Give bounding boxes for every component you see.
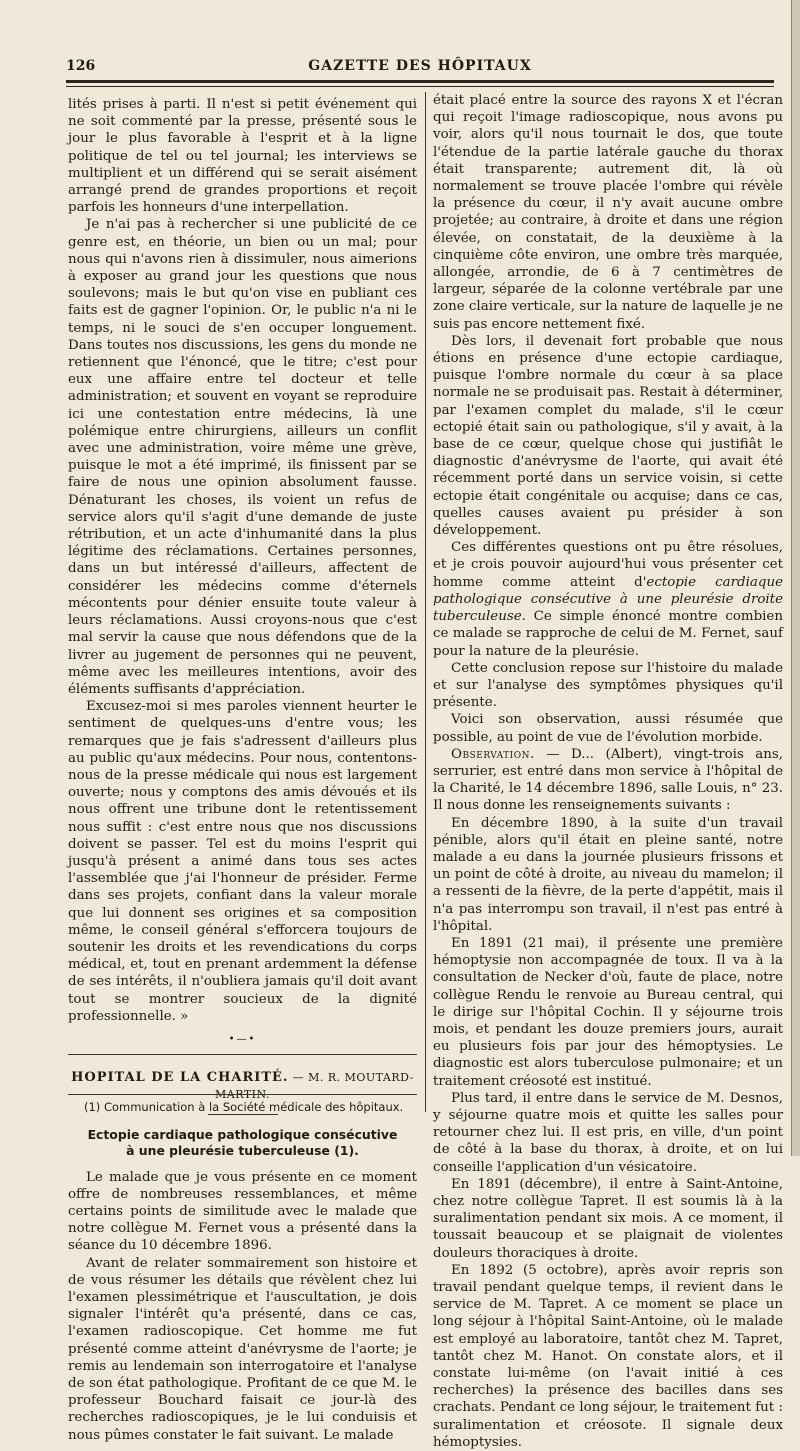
- paragraph: En 1892 (5 octobre), après avoir repris son travail pendant quelque temps, il revient dans le service de M. Tapret. A ce moment se place un long séjour à l'hôpital Saint-Antoine, où le malade est employé au laboratoire, tantôt chez M. Tapret, tantôt chez M. Hanot. On constate alors, et il constate lui-même (on l'avait initié à ces recherches) la présence des bacilles dans ses crachats. Pendant ce long séjour, le traitement fut : suralimentation et créosote. Il signale deux hémoptysies.: [433, 1262, 783, 1450]
- text-run: Ces différentes questions ont pu être résolues, et je crois pouvoir aujourd'hui vous présenter cet homme comme atteint d': [433, 540, 783, 590]
- paragraph: En décembre 1890, à la suite d'un travail pénible, alors qu'il était en pleine santé, notre malade a eu dans la journée plusieurs frissons et un point de côté à droite, au niveau du mamelon; il a ressenti de la fièvre, de la perte d'appétit, mais il n'a pas interrompu son travail, il n'est pas entré à l'hôpital.: [433, 815, 783, 934]
- paragraph: Dès lors, il devenait fort probable que nous étions en présence d'une ectopie cardiaque, puisque l'ombre normale du cœur à sa place normale ne se produisait pas. Restait à déterminer, par l'examen complet du malade, s'il le cœur ectopié était sain ou pathologique, s'il y avait, à la base de ce cœur, quelque chose qui justifiât le diagnostic d'anévrysme de l'aorte, qui avait été récemment porté dans un service voisin, si cette ectopie était congénitale ou acquise; dans ce cas, quelles causes avaient pu présider à son développement.: [433, 333, 783, 539]
- paragraph: En 1891 (21 mai), il présente une première hémoptysie non accompagnée de toux. Il va à la consultation de Necker d'où, faute de place, notre collègue Rendu le renvoie au Bureau central, qui le dirige sur l'hôpital Cochin. Il y séjourne trois mois, et pendant les douze premiers jours, aurait eu plusieurs fois par jour des hémoptysies. Le diagnostic est alors tuberculose pulmonaire; et un traitement créosoté est institué.: [433, 935, 783, 1089]
- paragraph: Cette conclusion repose sur l'histoire du malade et sur l'analyse des symptômes physiques qu'il présente.: [433, 660, 783, 711]
- paragraph: Plus tard, il entre dans le service de M. Desnos, y séjourne quatre mois et quitte les salles pour retourner chez lui. Il est pris, en ville, d'un point de côté à la base du thorax, à droite, et on lui conseille l'application d'un vésicatoire.: [433, 1090, 783, 1175]
- hospital-heading: [68, 1069, 417, 1103]
- article-title: [68, 1127, 417, 1159]
- footnote: (1) Communication à la Société médicale des hôpitaux.: [84, 1100, 404, 1114]
- article-title-line-1: Ectopie cardiaque pathologique consécutive: [87, 1126, 398, 1142]
- right-column: [433, 92, 783, 1451]
- paragraph: était placé entre la source des rayons X et l'écran qui reçoit l'image radioscopique, nous avons pu voir, alors qu'il nous tournait le dos, que toute l'étendue de la partie latérale gauche du thorax était transparente; autrement dit, là où normalement se trouve placée l'ombre qui révèle la présence du cœur, il n'y avait aucune ombre projetée; au contraire, à droite et dans une région élevée, on constatait, de la deuxième à la cinquième côte environ, une ombre très marquée, allongée, arrondie, de 6 à 7 centimètres de largeur, séparée de la colonne vertébrale par une zone claire verticale, sur la nature de laquelle je ne suis pas encore nettement fixé.: [433, 93, 783, 332]
- page-number: 126: [66, 58, 96, 74]
- article-title-line-2: à une pleurésie tuberculeuse (1).: [126, 1142, 359, 1158]
- paragraph: lités prises à parti. Il n'est si petit événement qui ne soit commenté par la presse, présenté sous le jour le plus favorable à l'esprit et à la ligne politique de tel ou tel journal; les interviews se multiplient et un différend qui se serait aisément arrangé prend de grandes proportions et reçoit parfois les honneurs d'une interpellation.: [68, 97, 417, 216]
- section-rule: [68, 1054, 417, 1055]
- paragraph: Excusez-moi si mes paroles viennent heurter le sentiment de quelques-uns d'entre vous; les remarques que je fais s'adressent d'ailleurs plus au public qu'aux médecins. Pour nous, contentons-nous de la presse médicale qui nous est largement ouverte; nous y comptons des amis dévoués et ils nous offrent une tribune dont le retentissement nous suffit : c'est entre nous que nos discussions doivent se passer. Tel est du moins l'esprit qui jusqu'à présent a animé dans tous ses actes l'assemblée que j'ai l'honneur de présider. Ferme dans ses projets, confiant dans la valeur morale que lui donnent ses origines et sa composition même, le conseil général s'efforcera toujours de soutenir les droits et les revendications du corps médical, et, tout en prenant ardemment la défense de ses intérêts, il n'oubliera jamais qu'il doit avant tout se montrer soucieux de la dignité professionnelle. »: [68, 699, 417, 1024]
- journal-title: GAZETTE DES HÔPITAUX: [308, 58, 532, 74]
- paragraph: [433, 746, 783, 815]
- paragraph: [433, 539, 783, 659]
- paragraph: Le malade que je vous présente en ce moment offre de nombreuses ressemblances, et même certains points de similitude avec le malade que notre collègue M. Fernet vous a présenté dans la séance du 10 décembre 1896.: [68, 1169, 417, 1254]
- diagnosis-emphasis: ectopie cardiaque pathologique consécutive à une pleurésie droite tuberculeuse: [433, 574, 783, 625]
- paragraph: Avant de relater sommairement son histoire et de vous résumer les détails que révèlent chez lui l'examen plessimétrique et l'auscultation, je dois signaler l'intérêt qu'a présenté, dans ce cas, l'examen radioscopique. Cet homme me fut présenté comme atteint d'anévrysme de l'aorte; je remis au lendemain son interrogatoire et l'analyse de son état pathologique. Profitant de ce que M. le professeur Bouchard faisait ce jour-là des recherches radioscopiques, je le lui conduisis et nous pûmes constater le fait suivant. Le malade: [68, 1255, 417, 1443]
- column-divider: [425, 92, 426, 1112]
- footnote-rule: [68, 1094, 417, 1095]
- header-rule-thin: [66, 86, 774, 87]
- paragraph: En 1891 (décembre), il entre à Saint-Antoine, chez notre collègue Tapret. Il est soumis là à la suralimentation pendant six mois. A ce moment, il toussait beaucoup et se plaignait de violentes douleurs thoraciques à droite.: [433, 1176, 783, 1261]
- section-separator: •—•: [228, 1033, 257, 1045]
- page-header: [66, 58, 774, 78]
- hospital-name: HOPITAL DE LA CHARITÉ.: [71, 1070, 289, 1086]
- text-run: — D... (Albert), vingt-trois ans, serrurier, est entré dans mon service à l'hôpital de la Charité, le 14 décembre 1896, salle Louis, n° 23. Il nous donne les renseignements suivants :: [433, 746, 783, 814]
- text-run: . Ce simple énoncé montre combien ce malade se rapproche de celui de M. Fernet, sauf pour la nature de la pleurésie.: [433, 609, 783, 659]
- header-rule-thick: [66, 80, 774, 83]
- page-edge: [791, 0, 800, 1156]
- observation-label: Observation.: [451, 746, 535, 762]
- author-name: — M. R. MOUTARD-MARTIN.: [215, 1071, 414, 1102]
- left-column: [68, 96, 417, 1444]
- paragraph: Je n'ai pas à rechercher si une publicité de ce genre est, en théorie, un bien ou un mal; pour nous qui n'avons rien à dissimuler, nous aimerions à exposer au grand jour les questions que nous soulevons; mais le but qu'on vise en publiant ces faits est de gagner l'opinion. Or, le public n'a ni le temps, ni le souci de s'en occuper longuement. Dans toutes nos discussions, les gens du monde ne retiennent que l'énoncé, que le titre; c'est pour eux une affaire entre tel docteur et telle administration; et souvent en voyant se reproduire ici une contestation entre médecins, là une polémique entre chirurgiens, ailleurs un conflit avec une administration, voire même une grève, puisque le mot a été imprimé, ils finissent par se faire de nous une opinion absolument fausse. Dénaturant les choses, ils voient un refus de service alors qu'il s'agit d'une demande de juste rétribution, et un acte d'inhumanité dans la plus légitime des réclamations. Certaines personnes, dans un but intéressé d'ailleurs, affectent de considérer les médecins comme d'éternels mécontents pour dénier ensuite toute valeur à leurs réclamations. Aussi croyons-nous que c'est mal servir la cause que nous défendons que de la livrer au jugement de personnes qui ne peuvent, même avec les meilleures intentions, avoir des éléments suffisants d'appréciation.: [68, 217, 417, 697]
- paragraph: Voici son observation, aussi résumée que possible, au point de vue de l'évolution morbide.: [433, 712, 783, 745]
